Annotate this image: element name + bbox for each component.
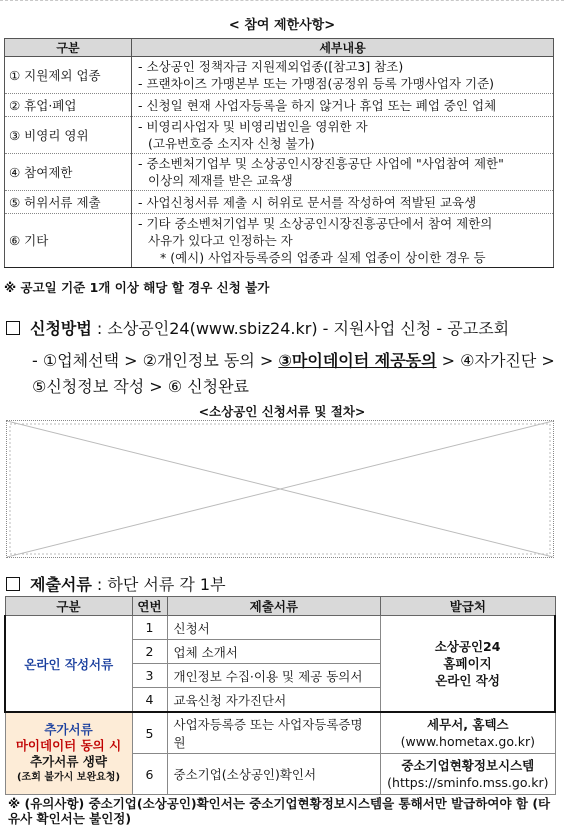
- seq-cell: 5: [132, 712, 167, 754]
- table-row: [5, 57, 554, 94]
- docs-section: [6, 572, 226, 595]
- table-header-row: [5, 39, 554, 57]
- issuer-site: (www.hometax.go.kr): [400, 734, 535, 749]
- online-category: 온라인 작성서류: [5, 616, 132, 713]
- issuer-line: 홈페이지: [443, 656, 492, 671]
- steps-part: > ④자가진단 > ⑤신청정보 작성 > ⑥ 신청완료: [32, 351, 555, 396]
- extra-line: (조회 불가시 보완요청): [16, 771, 121, 783]
- header-issuer: 발급처: [381, 597, 555, 616]
- apply-text: : 소상공인24(www.sbiz24.kr) - 지원사업 신청 - 공고조회: [96, 319, 510, 338]
- docs-heading: 제출서류: [30, 575, 92, 594]
- detail-line: - 신청일 현재 사업자등록을 하지 않거나 휴업 또는 폐업 중인 업체: [138, 97, 497, 113]
- issuer-cell: [381, 712, 555, 754]
- detail-line: (고유번호증 소지자 신청 불가): [148, 136, 315, 151]
- procedure-caption: <소상공인 신청서류 및 절차>: [198, 404, 366, 419]
- docs-note: ※ (유의사항) 중소기업(소상공인)확인서는 중소기업현황정보시스템을 통해서만 발급하여야 함 (타 유사 확인서는 불인정): [8, 796, 551, 826]
- issuer-line: 온라인 작성: [435, 673, 500, 688]
- seq-cell: 4: [132, 688, 167, 713]
- table-row: [5, 117, 554, 154]
- detail-line: 이상의 제재를 받은 교육생: [148, 173, 293, 188]
- table-row: [5, 94, 554, 117]
- table-row: [5, 154, 554, 191]
- checkbox-square-icon: [6, 321, 20, 335]
- detail-line: - 비영리사업자 및 비영리법인을 영위한 자: [138, 119, 368, 134]
- docs-text: : 하단 서류 각 1부: [96, 575, 226, 594]
- table-row: [5, 191, 554, 214]
- apply-method-section: [6, 316, 509, 339]
- detail-line: 사유가 있다고 인정하는 자: [148, 233, 293, 248]
- header-category: 구분: [5, 597, 132, 616]
- detail-line: - 중소벤처기업부 및 소상공인시장진흥공단 사업에 "사업참여 제한": [138, 156, 504, 171]
- online-issuer: [381, 616, 555, 713]
- table-row: [5, 616, 555, 640]
- restriction-note: ※ 공고일 기준 1개 이상 해당 할 경우 신청 불가: [4, 280, 270, 295]
- row-category: ⑤ 허위서류 제출: [5, 191, 132, 214]
- steps-mydata: ③마이데이터 제공동의: [278, 351, 437, 370]
- steps-part: - ①업체선택 > ②개인정보 동의 >: [32, 351, 279, 370]
- doc-cell: 업체 소개서: [167, 640, 381, 664]
- header-doc: 제출서류: [167, 597, 381, 616]
- issuer-line: 중소기업현황정보시스템: [401, 758, 535, 773]
- table-row: [5, 712, 555, 754]
- row-category: ① 지원제외 업종: [5, 57, 132, 94]
- header-detail: 세부내용: [132, 39, 554, 57]
- detail-line: * (예시) 사업자등록증의 업종과 실제 업종이 상이한 경우 등: [160, 250, 486, 265]
- row-category: ③ 비영리 영위: [5, 117, 132, 154]
- row-detail: [132, 214, 554, 268]
- detail-line: - 기타 중소벤처기업부 및 소상공인시장진흥공단에서 참여 제한의: [138, 216, 493, 231]
- apply-heading: 신청방법: [30, 319, 92, 338]
- doc-cell: 사업자등록증 또는 사업자등록증명원: [167, 712, 381, 754]
- issuer-cell: [381, 754, 555, 795]
- restriction-table: [4, 38, 554, 268]
- row-detail: [132, 117, 554, 154]
- top-divider: [0, 0, 564, 1]
- detail-line: - 프랜차이즈 가맹본부 또는 가맹점(공정위 등록 가맹사업자 기준): [138, 76, 495, 91]
- doc-cell: 개인정보 수집·이용 및 제공 동의서: [167, 664, 381, 688]
- seq-cell: 3: [132, 664, 167, 688]
- extra-category: [5, 712, 132, 795]
- extra-line: 추가서류 생략: [30, 753, 107, 769]
- detail-line: - 소상공인 정책자금 지원제외업종([참고3] 참조): [138, 59, 404, 74]
- row-category: ② 휴업·폐업: [5, 94, 132, 117]
- checkbox-square-icon: [6, 577, 20, 591]
- issuer-line: 세무서, 홈텍스: [427, 717, 509, 732]
- doc-cell: 중소기업(소상공인)확인서: [167, 754, 381, 795]
- row-detail: [132, 57, 554, 94]
- seq-cell: 2: [132, 640, 167, 664]
- header-seq: 연번: [132, 597, 167, 616]
- extra-line: 마이데이터 동의 시: [15, 737, 122, 753]
- extra-line: 추가서류: [44, 721, 93, 737]
- row-category: ⑥ 기타: [5, 214, 132, 268]
- issuer-site: (https://sminfo.mss.go.kr): [387, 775, 549, 790]
- row-category: ④ 참여제한: [5, 154, 132, 191]
- table-row: [5, 214, 554, 268]
- detail-line: - 사업신청서류 제출 시 허위로 문서를 작성하여 적발된 교육생: [138, 194, 477, 210]
- doc-cell: 신청서: [167, 616, 381, 640]
- restriction-title: < 참여 제한사항>: [228, 18, 336, 33]
- apply-steps: [32, 348, 556, 400]
- row-detail: [132, 94, 554, 117]
- doc-cell: 교육신청 자가진단서: [167, 688, 381, 713]
- broken-image-icon: [7, 421, 553, 557]
- table-header-row: [5, 597, 555, 616]
- issuer-line: 소상공인24: [434, 639, 501, 654]
- row-detail: [132, 191, 554, 214]
- seq-cell: 1: [132, 616, 167, 640]
- documents-table: [4, 596, 556, 795]
- image-placeholder: [6, 420, 554, 558]
- header-category: 구분: [5, 39, 132, 57]
- row-detail: [132, 154, 554, 191]
- seq-cell: 6: [132, 754, 167, 795]
